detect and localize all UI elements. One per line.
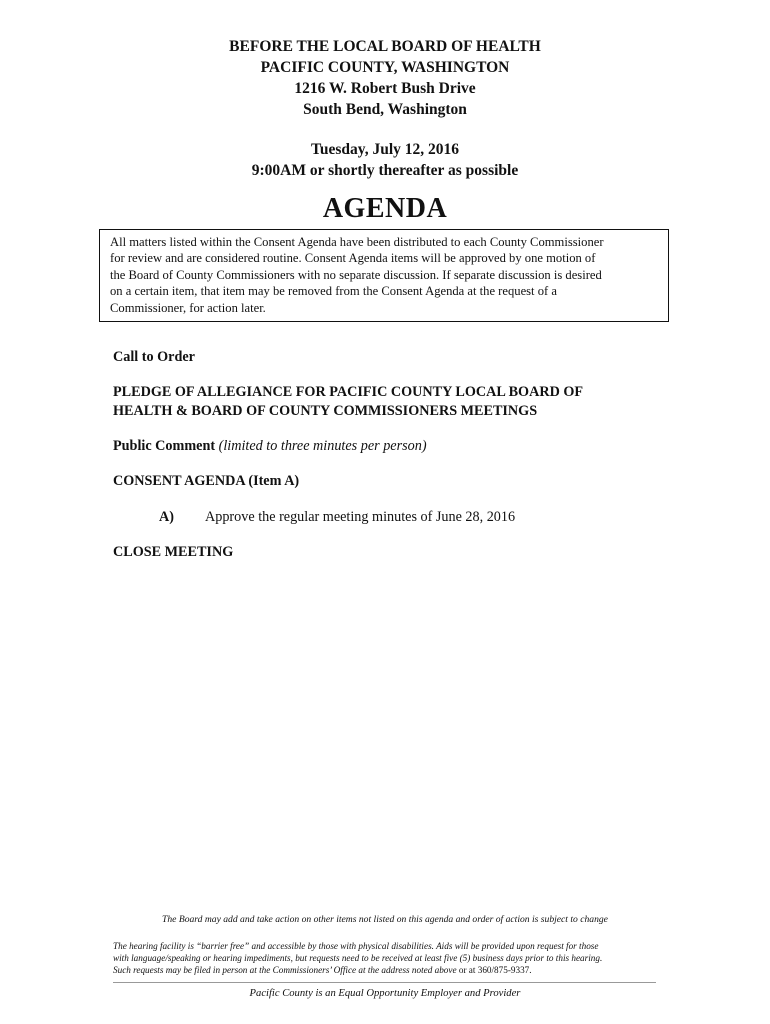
header-address: 1216 W. Robert Bush Drive xyxy=(294,80,476,97)
consent-notice-line: for review and are considered routine. Consent Agenda items will be approved by one motion of xyxy=(110,251,596,266)
meeting-date: Tuesday, July 12, 2016 xyxy=(310,141,459,158)
equal-opportunity-statement: Pacific County is an Equal Opportunity Employer and Provider xyxy=(249,988,521,999)
header-line-2: PACIFIC COUNTY, WASHINGTON xyxy=(260,59,510,76)
accessibility-line-1: The hearing facility is “barrier free” and accessible by those with physical disabilities. Aids will be provided upon request for those xyxy=(113,941,599,951)
header-city: South Bend, Washington xyxy=(303,101,467,118)
page-title: AGENDA xyxy=(322,193,448,224)
consent-item-letter: A) xyxy=(159,509,174,525)
agenda-items xyxy=(113,348,673,562)
consent-agenda-heading: CONSENT AGENDA (Item A) xyxy=(113,473,300,489)
meeting-datetime xyxy=(0,139,770,181)
accessibility-note xyxy=(113,940,663,977)
call-to-order: Call to Order xyxy=(113,349,195,365)
accessibility-line-2: with language/speaking or hearing impediments, but requests need to be received at least five (5) business days prior to this hearing. xyxy=(113,953,603,964)
accessibility-line-3-text: Such requests may be filed in person at the Commissioners’ Office at the address noted above xyxy=(113,965,457,976)
consent-notice-box xyxy=(99,229,669,322)
close-meeting: CLOSE MEETING xyxy=(113,544,234,560)
footer-divider xyxy=(113,982,656,983)
public-comment-label: Public Comment xyxy=(113,438,216,454)
accessibility-line-3 xyxy=(113,964,663,976)
consent-notice-line: on a certain item, that item may be removed from the Consent Agenda at the request of a xyxy=(110,284,557,299)
consent-item-a xyxy=(113,508,673,527)
public-comment xyxy=(113,437,673,456)
consent-item-text: Approve the regular meeting minutes of June 28, 2016 xyxy=(205,509,516,525)
consent-notice-line: All matters listed within the Consent Agenda have been distributed to each County Commissioner xyxy=(110,235,604,249)
pledge-heading-line-1: PLEDGE OF ALLEGIANCE FOR PACIFIC COUNTY LOCAL BOARD OF xyxy=(113,384,584,400)
document-header xyxy=(0,36,770,120)
pledge-heading-line-2: HEALTH & BOARD OF COUNTY COMMISSIONERS MEETINGS xyxy=(113,403,538,419)
header-line-1: BEFORE THE LOCAL BOARD OF HEALTH xyxy=(229,38,541,55)
consent-notice-line: Commissioner, for action later. xyxy=(110,300,266,315)
consent-notice-line: the Board of County Commissioners with no separate discussion. If separate discussion is desired xyxy=(110,267,602,282)
agenda-change-note: The Board may add and take action on other items not listed on this agenda and order of action is subject to change xyxy=(162,914,608,925)
meeting-time: 9:00AM or shortly thereafter as possible xyxy=(251,162,519,179)
accessibility-contact: or at 360/875-9337. xyxy=(458,965,532,976)
public-comment-note: (limited to three minutes per person) xyxy=(218,438,427,454)
